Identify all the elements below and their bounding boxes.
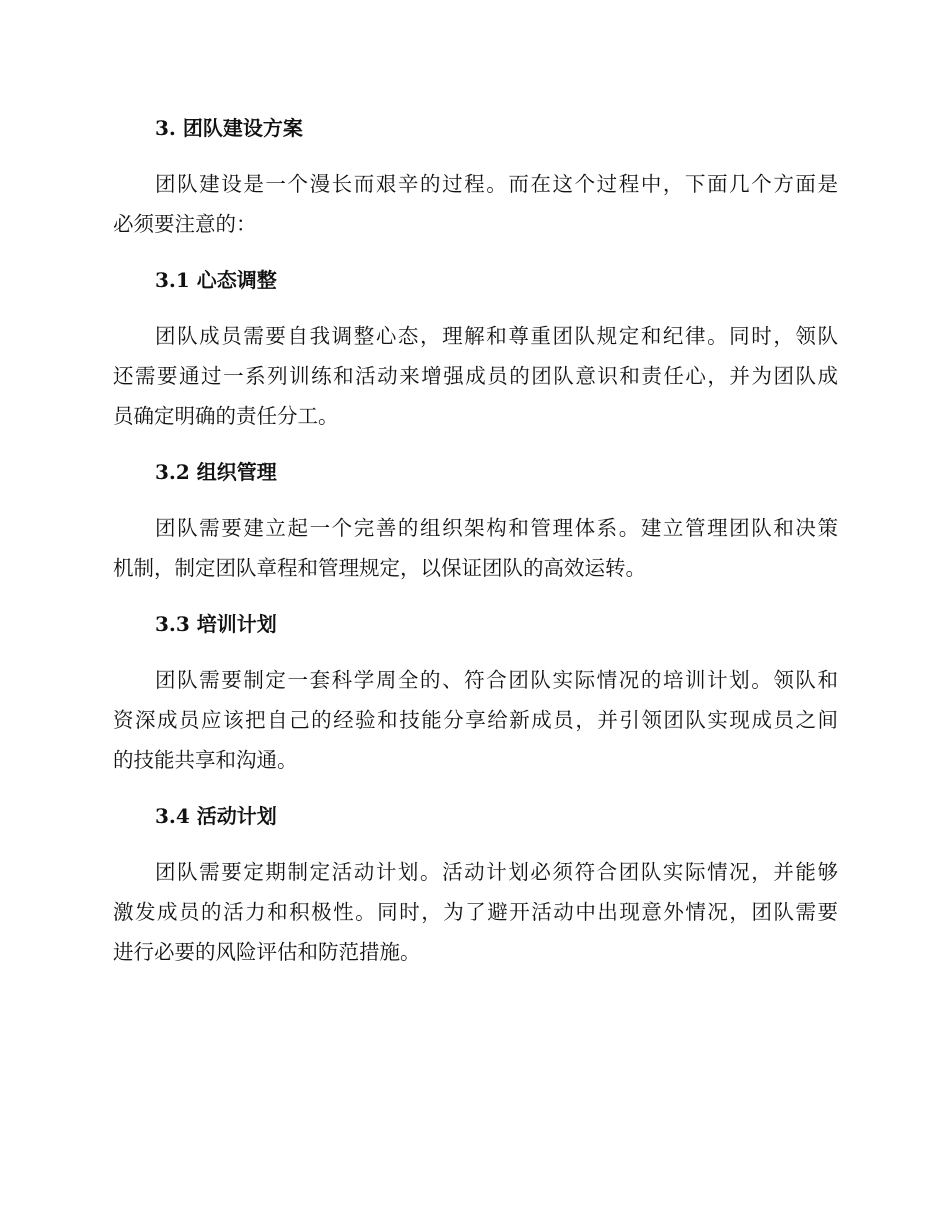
paragraph-line: 团队建设是一个漫长而艰辛的过程。而在这个过程中，下面几个方面是 <box>155 172 838 196</box>
paragraph <box>113 164 838 244</box>
paragraph-line: 必须要注意的： <box>113 212 257 236</box>
paragraph-line: 的技能共享和沟通。 <box>113 748 298 772</box>
paragraph-line: 团队需要制定一套科学周全的、符合团队实际情况的培训计划。领队和 <box>155 668 838 692</box>
paragraph-line: 团队需要定期制定活动计划。活动计划必须符合团队实际情况，并能够 <box>155 860 838 884</box>
document-body <box>113 108 838 988</box>
paragraph <box>113 316 838 436</box>
section-heading: 3.4 活动计划 <box>155 804 277 828</box>
section-heading: 3.3 培训计划 <box>155 612 277 636</box>
paragraph-line: 资深成员应该把自己的经验和技能分享给新成员，并引领团队实现成员之间 <box>113 708 838 732</box>
paragraph <box>113 508 838 588</box>
paragraph-line: 还需要通过一系列训练和活动来增强成员的团队意识和责任心，并为团队成 <box>113 364 838 388</box>
section-heading: 3. 团队建设方案 <box>155 116 303 140</box>
paragraph-line: 进行必要的风险评估和防范措施。 <box>113 940 421 964</box>
paragraph-line: 激发成员的活力和积极性。同时，为了避开活动中出现意外情况，团队需要 <box>113 900 838 924</box>
paragraph <box>113 852 838 972</box>
paragraph <box>113 660 838 780</box>
paragraph-line: 机制，制定团队章程和管理规定，以保证团队的高效运转。 <box>113 556 646 580</box>
paragraph-line: 员确定明确的责任分工。 <box>113 404 339 428</box>
section-heading: 3.2 组织管理 <box>155 460 277 484</box>
paragraph-line: 团队成员需要自我调整心态，理解和尊重团队规定和纪律。同时，领队 <box>155 324 838 348</box>
section-heading: 3.1 心态调整 <box>155 268 277 292</box>
paragraph-line: 团队需要建立起一个完善的组织架构和管理体系。建立管理团队和决策 <box>155 516 838 540</box>
